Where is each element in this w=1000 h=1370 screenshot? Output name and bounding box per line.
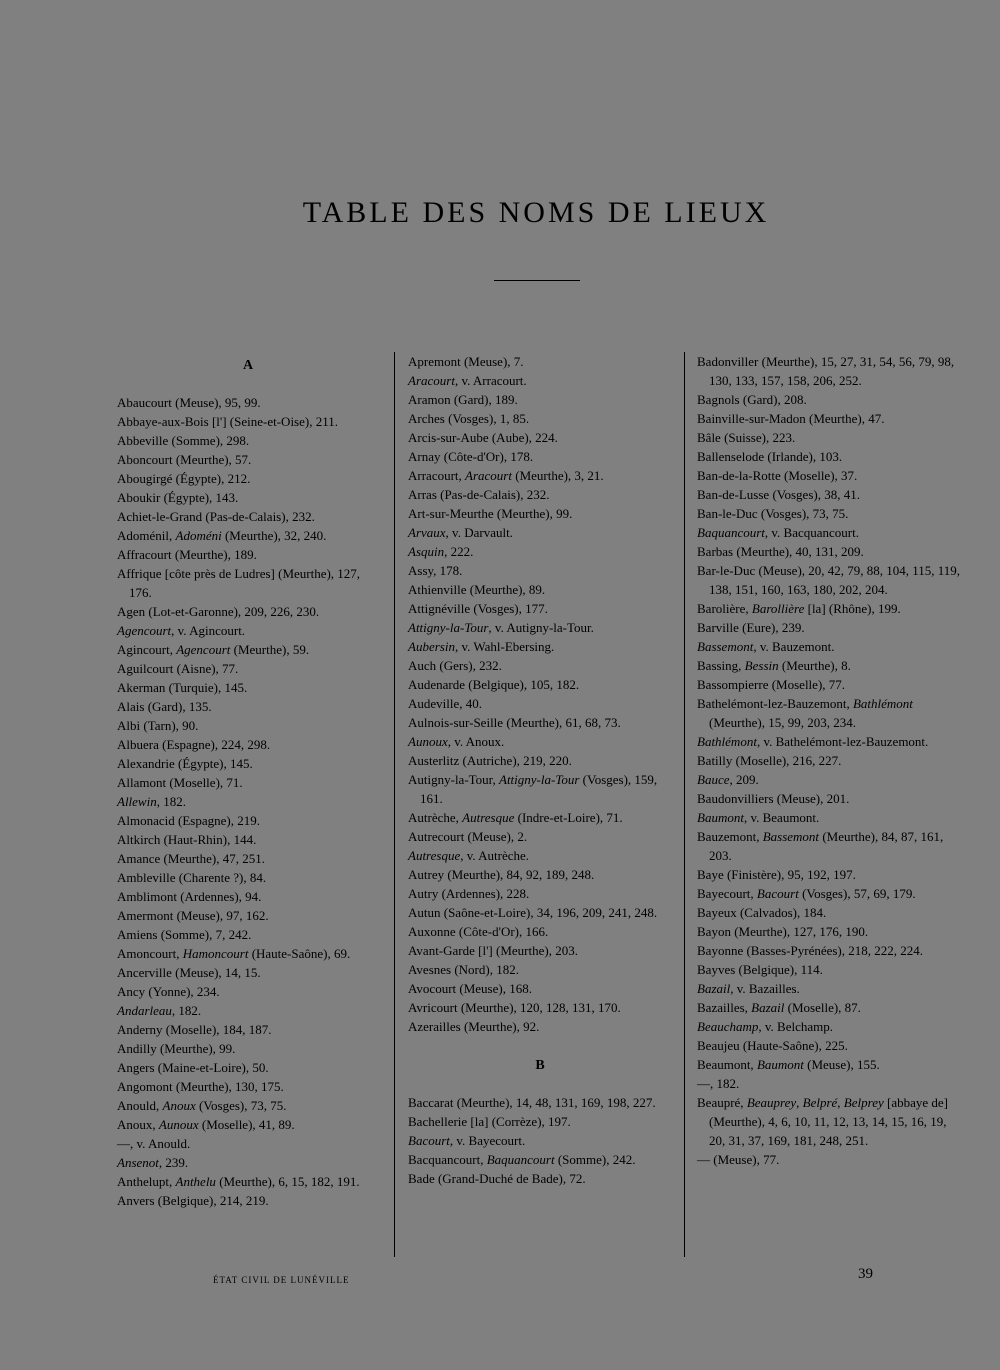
- index-entry: Amermont (Meuse), 97, 162.: [117, 908, 269, 923]
- index-entry: Ban-le-Duc (Vosges), 73, 75.: [697, 506, 849, 521]
- index-entry: Aracourt, v. Arracourt.: [408, 373, 527, 388]
- title-rule: [494, 280, 580, 281]
- entries-column-3: [697, 352, 962, 1169]
- index-entry: Amiens (Somme), 7, 242.: [117, 927, 252, 942]
- index-entry: Autrey (Meurthe), 84, 92, 189, 248.: [408, 867, 595, 882]
- index-entry: Arcis-sur-Aube (Aube), 224.: [408, 430, 558, 445]
- index-entry: Bauzemont, Bassemont (Meurthe), 84, 87, 161, 203.: [697, 829, 944, 863]
- index-entry: Bachellerie [la] (Corrèze), 197.: [408, 1114, 571, 1129]
- index-entry: Bâle (Suisse), 223.: [697, 430, 796, 445]
- index-entry: Beaujeu (Haute-Saône), 225.: [697, 1038, 848, 1053]
- index-entry: Bayonne (Basses-Pyrénées), 218, 222, 224.: [697, 943, 924, 958]
- index-entry: Aulnois-sur-Seille (Meurthe), 61, 68, 73.: [408, 715, 621, 730]
- index-entry: Bayon (Meurthe), 127, 176, 190.: [697, 924, 869, 939]
- index-entry: Baye (Finistère), 95, 192, 197.: [697, 867, 856, 882]
- index-entry: Arches (Vosges), 1, 85.: [408, 411, 530, 426]
- index-entry: Amblimont (Ardennes), 94.: [117, 889, 262, 904]
- index-entry: Anderny (Moselle), 184, 187.: [117, 1022, 272, 1037]
- running-footer: ÉTAT CIVIL DE LUNÉVILLE: [213, 1275, 350, 1285]
- index-entry: Ban-de-Lusse (Vosges), 38, 41.: [697, 487, 860, 502]
- index-entry: Baumont, v. Beaumont.: [697, 810, 820, 825]
- index-entry: Avricourt (Meurthe), 120, 128, 131, 170.: [408, 1000, 621, 1015]
- index-entry: Audeville, 40.: [408, 696, 483, 711]
- index-column-1: [117, 352, 379, 1210]
- index-entry: Bacquancourt, Baquancourt (Somme), 242.: [408, 1152, 636, 1167]
- index-entry: Bassemont, v. Bauzemont.: [697, 639, 835, 654]
- index-entry: Autry (Ardennes), 228.: [408, 886, 530, 901]
- index-entry: Bazailles, Bazail (Moselle), 87.: [697, 1000, 861, 1015]
- index-entry: Beaupré, Beauprey, Belpré, Belprey [abbaye de] (Meurthe), 4, 6, 10, 11, 12, 13, 14, 15, 16, 19, 20, 31, 37, 169, 181, 248, 251.: [697, 1095, 948, 1148]
- index-entry: Avesnes (Nord), 182.: [408, 962, 519, 977]
- index-entry: Angers (Maine-et-Loire), 50.: [117, 1060, 269, 1075]
- index-entry: Andarleau, 182.: [117, 1003, 202, 1018]
- index-entry: Abaucourt (Meuse), 95, 99.: [117, 395, 261, 410]
- index-column-2: [408, 352, 672, 1188]
- index-entry: Avant-Garde [l'] (Meurthe), 203.: [408, 943, 578, 958]
- index-entry: Anthelupt, Anthelu (Meurthe), 6, 15, 182, 191.: [117, 1174, 360, 1189]
- index-entry: Agincourt, Agencourt (Meurthe), 59.: [117, 642, 310, 657]
- index-entry: Attignéville (Vosges), 177.: [408, 601, 548, 616]
- index-entry: Bathelémont-lez-Bauzemont, Bathlémont (Meurthe), 15, 99, 203, 234.: [697, 696, 913, 730]
- index-entry: Abbaye-aux-Bois [l'] (Seine-et-Oise), 211.: [117, 414, 338, 429]
- index-entry: Amance (Meurthe), 47, 251.: [117, 851, 266, 866]
- index-entry: Bainville-sur-Madon (Meurthe), 47.: [697, 411, 885, 426]
- index-entry: Beaumont, Baumont (Meuse), 155.: [697, 1057, 880, 1072]
- section-letter-a: A: [242, 358, 254, 373]
- index-entry: Baquancourt, v. Bacquancourt.: [697, 525, 859, 540]
- index-entry: Athienville (Meurthe), 89.: [408, 582, 546, 597]
- index-entry: Achiet-le-Grand (Pas-de-Calais), 232.: [117, 509, 315, 524]
- index-entry: Ban-de-la-Rotte (Moselle), 37.: [697, 468, 858, 483]
- index-entry: Autrèche, Autresque (Indre-et-Loire), 71.: [408, 810, 623, 825]
- index-entry: Barville (Eure), 239.: [697, 620, 805, 635]
- column-divider-1: [394, 352, 395, 1257]
- index-entry: Art-sur-Meurthe (Meurthe), 99.: [408, 506, 573, 521]
- index-entry: Bassompierre (Moselle), 77.: [697, 677, 846, 692]
- index-entry: Bar-le-Duc (Meuse), 20, 42, 79, 88, 104, 115, 119, 138, 151, 160, 163, 180, 202, 204.: [697, 563, 961, 597]
- index-entry: Baccarat (Meurthe), 14, 48, 131, 169, 198, 227.: [408, 1095, 656, 1110]
- index-entry: Ballenselode (Irlande), 103.: [697, 449, 843, 464]
- index-entry: Aguilcourt (Aisne), 77.: [117, 661, 239, 676]
- index-entry: Akerman (Turquie), 145.: [117, 680, 248, 695]
- index-entry: Aramon (Gard), 189.: [408, 392, 518, 407]
- index-entry: Arracourt, Aracourt (Meurthe), 3, 21.: [408, 468, 604, 483]
- index-entry: Azerailles (Meurthe), 92.: [408, 1019, 540, 1034]
- index-entry: Ancy (Yonne), 234.: [117, 984, 220, 999]
- index-entry: Allamont (Moselle), 71.: [117, 775, 243, 790]
- index-entry: Affrique [côte près de Ludres] (Meurthe), 127, 176.: [117, 566, 361, 600]
- index-entry: Auch (Gers), 232.: [408, 658, 502, 673]
- index-entry: Bagnols (Gard), 208.: [697, 392, 807, 407]
- index-entry: Bade (Grand-Duché de Bade), 72.: [408, 1171, 586, 1186]
- index-entry: Aboukir (Égypte), 143.: [117, 490, 239, 505]
- index-entry: Allewin, 182.: [117, 794, 186, 809]
- index-entry: Barolière, Barollière [la] (Rhône), 199.: [697, 601, 901, 616]
- index-entry: Batilly (Moselle), 216, 227.: [697, 753, 842, 768]
- index-entry: Angomont (Meurthe), 130, 175.: [117, 1079, 284, 1094]
- index-entry: Affracourt (Meurthe), 189.: [117, 547, 257, 562]
- index-entry: Beauchamp, v. Belchamp.: [697, 1019, 833, 1034]
- index-entry: Bayeux (Calvados), 184.: [697, 905, 827, 920]
- index-entry: Arras (Pas-de-Calais), 232.: [408, 487, 550, 502]
- index-entry: Autun (Saône-et-Loire), 34, 196, 209, 241, 248.: [408, 905, 658, 920]
- entries-column-2-a: [408, 352, 672, 1036]
- index-entry: Bathlémont, v. Bathelémont-lez-Bauzemont.: [697, 734, 929, 749]
- page-number: 39: [858, 1266, 873, 1282]
- index-entry: — (Meuse), 77.: [697, 1152, 780, 1167]
- index-entry: Alais (Gard), 135.: [117, 699, 212, 714]
- index-entry: Apremont (Meuse), 7.: [408, 354, 524, 369]
- index-entry: Assy, 178.: [408, 563, 463, 578]
- index-entry: Agen (Lot-et-Garonne), 209, 226, 230.: [117, 604, 320, 619]
- index-entry: Bassing, Bessin (Meurthe), 8.: [697, 658, 851, 673]
- index-entry: Badonviller (Meurthe), 15, 27, 31, 54, 56, 79, 98, 130, 133, 157, 158, 206, 252.: [697, 354, 955, 388]
- index-entry: Audenarde (Belgique), 105, 182.: [408, 677, 580, 692]
- index-entry: Barbas (Meurthe), 40, 131, 209.: [697, 544, 864, 559]
- index-entry: Autrecourt (Meuse), 2.: [408, 829, 528, 844]
- index-entry: Austerlitz (Autriche), 219, 220.: [408, 753, 572, 768]
- entries-column-1: [117, 393, 379, 1210]
- index-entry: Agencourt, v. Agincourt.: [117, 623, 246, 638]
- section-letter-b: B: [535, 1058, 545, 1073]
- index-entry: Bazail, v. Bazailles.: [697, 981, 800, 996]
- index-entry: Baudonvilliers (Meuse), 201.: [697, 791, 850, 806]
- index-entry: Aboncourt (Meurthe), 57.: [117, 452, 252, 467]
- index-entry: Auxonne (Côte-d'Or), 166.: [408, 924, 549, 939]
- index-entry: Ambleville (Charente ?), 84.: [117, 870, 267, 885]
- index-entry: Attigny-la-Tour, v. Autigny-la-Tour.: [408, 620, 594, 635]
- index-entry: Bauce, 209.: [697, 772, 759, 787]
- index-column-3: [697, 352, 962, 1169]
- index-entry: Alexandrie (Égypte), 145.: [117, 756, 253, 771]
- column-divider-2: [684, 352, 685, 1257]
- index-entry: —, v. Anould.: [117, 1136, 191, 1151]
- index-entry: Adoménil, Adoméni (Meurthe), 32, 240.: [117, 528, 327, 543]
- index-entry: Albi (Tarn), 90.: [117, 718, 199, 733]
- index-entry: —, 182.: [697, 1076, 740, 1091]
- page-title: TABLE DES NOMS DE LIEUX: [302, 196, 770, 229]
- index-entry: Ancerville (Meuse), 14, 15.: [117, 965, 261, 980]
- index-entry: Albuera (Espagne), 224, 298.: [117, 737, 271, 752]
- index-entry: Ansenot, 239.: [117, 1155, 189, 1170]
- index-entry: Aunoux, v. Anoux.: [408, 734, 505, 749]
- index-entry: Altkirch (Haut-Rhin), 144.: [117, 832, 257, 847]
- index-entry: Bayves (Belgique), 114.: [697, 962, 823, 977]
- index-entry: Anoux, Aunoux (Moselle), 41, 89.: [117, 1117, 295, 1132]
- index-entry: Bayecourt, Bacourt (Vosges), 57, 69, 179.: [697, 886, 916, 901]
- index-entry: Abbeville (Somme), 298.: [117, 433, 250, 448]
- index-entry: Avocourt (Meuse), 168.: [408, 981, 532, 996]
- index-entry: Almonacid (Espagne), 219.: [117, 813, 260, 828]
- index-entry: Autresque, v. Autrèche.: [408, 848, 530, 863]
- index-entry: Amoncourt, Hamoncourt (Haute-Saône), 69.: [117, 946, 351, 961]
- index-entry: Anvers (Belgique), 214, 219.: [117, 1193, 269, 1208]
- index-entry: Bacourt, v. Bayecourt.: [408, 1133, 526, 1148]
- index-entry: Aubersin, v. Wahl-Ebersing.: [408, 639, 555, 654]
- index-entry: Andilly (Meurthe), 99.: [117, 1041, 236, 1056]
- index-entry: Arnay (Côte-d'Or), 178.: [408, 449, 534, 464]
- index-entry: Abougirgé (Égypte), 212.: [117, 471, 251, 486]
- index-entry: Asquin, 222.: [408, 544, 474, 559]
- index-entry: Autigny-la-Tour, Attigny-la-Tour (Vosges), 159, 161.: [408, 772, 658, 806]
- entries-column-2-b: [408, 1093, 672, 1188]
- index-entry: Anould, Anoux (Vosges), 73, 75.: [117, 1098, 287, 1113]
- index-entry: Arvaux, v. Darvault.: [408, 525, 513, 540]
